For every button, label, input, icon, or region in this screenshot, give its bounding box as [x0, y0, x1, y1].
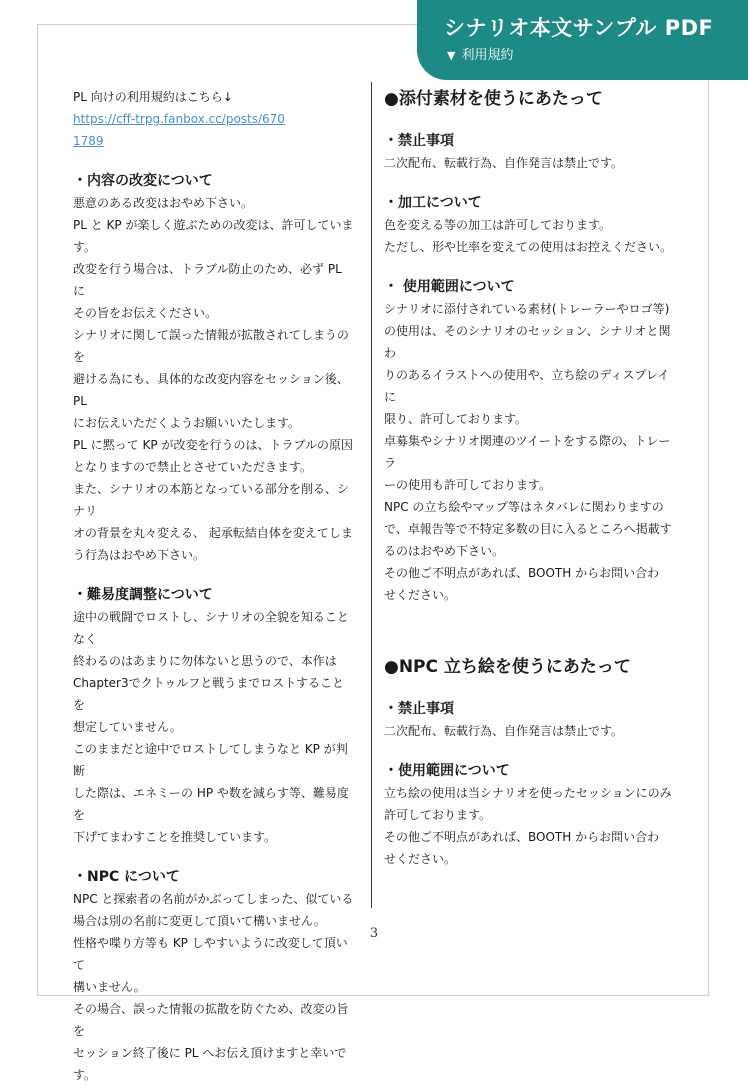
body-line: 途中の戦闘でロストし、シナリオの全貌を知ることなく: [73, 610, 349, 646]
body-line: NPC の立ち絵やマップ等はネタバレに関わりますの: [384, 500, 664, 514]
section-heading: ・NPC について: [73, 869, 180, 885]
body-line: となりますので禁止とさせていただきます。: [73, 460, 313, 474]
material-group: [384, 654, 674, 870]
body-line: せください。: [384, 852, 457, 866]
body-line: 許可しております。: [384, 808, 492, 822]
body-line: ただし、形や比率を変えての使用はお控えください。: [384, 240, 673, 254]
header-tab: [417, 0, 748, 80]
body-line: 想定していません。: [73, 720, 182, 734]
column-divider: [371, 82, 372, 908]
body-line: また、シナリオの本筋となっている部分を削る、シナリ: [73, 482, 349, 518]
body-line: 限り、許可しております。: [384, 412, 528, 426]
body-line: で、卓報告等で不特定多数の目に入るところへ掲載す: [384, 522, 672, 536]
group-title: ●添付素材を使うにあたって: [384, 89, 603, 109]
material-group: [384, 86, 674, 606]
body-line: このままだと途中でロストしてしまうなと KP が判断: [73, 742, 348, 778]
body-line: PL に黙って KP が改変を行うのは、トラブルの原因: [73, 438, 353, 452]
section-heading: ・禁止事項: [384, 701, 454, 717]
body-line: す。: [73, 1068, 97, 1082]
body-line: その他ご不明点があれば、BOOTH からお問い合わ: [384, 830, 660, 844]
body-line: その場合、誤った情報の拡散を防ぐため、改変の旨を: [73, 1002, 349, 1038]
page-number: 3: [369, 926, 379, 941]
terms-link[interactable]: https://cff-trpg.fanbox.cc/posts/6701789: [73, 112, 285, 148]
body-line: う行為はおやめ下さい。: [73, 548, 206, 562]
body-line: 悪意のある改変はおやめ下さい。: [73, 196, 254, 210]
body-line: 色を変える等の加工は許可しております。: [384, 218, 612, 232]
body-line: 性格や喋り方等も KP しやすいように改変して頂いて: [73, 936, 348, 972]
body-line: PL と KP が楽しく遊ぶための改変は、許可していま: [73, 218, 354, 232]
body-line: の使用は、そのシナリオのセッション、シナリオと関わ: [384, 324, 671, 360]
group-title: ●NPC 立ち絵を使うにあたって: [384, 657, 631, 677]
section-heading: ・内容の改変について: [73, 173, 213, 189]
body-line: にお伝えいただくようお願いいたします。: [73, 416, 301, 430]
body-line: その旨をお伝えください。: [73, 306, 218, 320]
section-heading: ・加工について: [384, 195, 482, 211]
header-subtitle: [447, 44, 513, 63]
body-line: 二次配布、転載行為、自作発言は禁止です。: [384, 156, 624, 170]
body-line: その他ご不明点があれば、BOOTH からお問い合わ: [384, 566, 660, 580]
body-line: した際は、エネミーの HP や数を減らす等、難易度を: [73, 786, 349, 822]
body-line: シナリオに関して誤った情報が拡散されてしまうのを: [73, 328, 349, 364]
section-heading: ・禁止事項: [384, 133, 454, 149]
body-line: Chapter3でクトゥルフと戦うまでロストすることを: [73, 676, 344, 712]
body-line: 終わるのはあまりに勿体ないと思うので、本作は: [73, 654, 337, 668]
section-heading: ・難易度調整について: [73, 587, 213, 603]
subtitle-text: 利用規約: [461, 48, 514, 63]
body-line: 立ち絵の使用は当シナリオを使ったセッションにのみ: [384, 786, 672, 800]
triangle-down-icon: ▼: [447, 49, 456, 62]
body-line: 二次配布、転載行為、自作発言は禁止です。: [384, 724, 624, 738]
body-line: 場合は別の名前に変更して頂いて構いません。: [73, 914, 326, 928]
body-line: セッション終了後に PL へお伝え頂けますと幸いで: [73, 1046, 347, 1060]
right-column: [384, 86, 674, 870]
body-line: オの背景を丸々変える、 起承転結自体を変えてしま: [73, 526, 353, 540]
left-section: [73, 170, 355, 566]
body-line: NPC と探索者の名前がかぶってしまった、似ている: [73, 892, 354, 906]
body-line: 避ける為にも、具体的な改変内容をセッション後、PL: [73, 372, 349, 408]
section-heading: ・使用範囲について: [384, 763, 510, 779]
body-line: 改変を行う場合は、トラブル防止のため、必ず PL に: [73, 262, 342, 298]
body-line: ーの使用も許可しております。: [384, 478, 552, 492]
body-line: シナリオに添付されている素材(トレーラーやロゴ等): [384, 302, 670, 316]
header-title: シナリオ本文サンプル PDF: [444, 16, 714, 40]
section-heading: ・ 使用範囲について: [384, 279, 515, 295]
body-line: 構いません。: [73, 980, 146, 994]
body-line: せください。: [384, 588, 457, 602]
left-section: [73, 866, 355, 1086]
left-sections: [73, 170, 355, 1086]
body-line: りのあるイラストへの使用や、立ち絵のディスプレイに: [384, 368, 670, 404]
body-line: 下げてまわすことを推奨しています。: [73, 830, 277, 844]
body-line: 卓募集やシナリオ関連のツイートをする際の、トレーラ: [384, 434, 671, 470]
body-line: す。: [73, 240, 97, 254]
body-line: るのはおやめ下さい。: [384, 544, 505, 558]
left-section: [73, 584, 355, 848]
intro-text: PL 向けの利用規約はこちら↓: [73, 90, 233, 104]
